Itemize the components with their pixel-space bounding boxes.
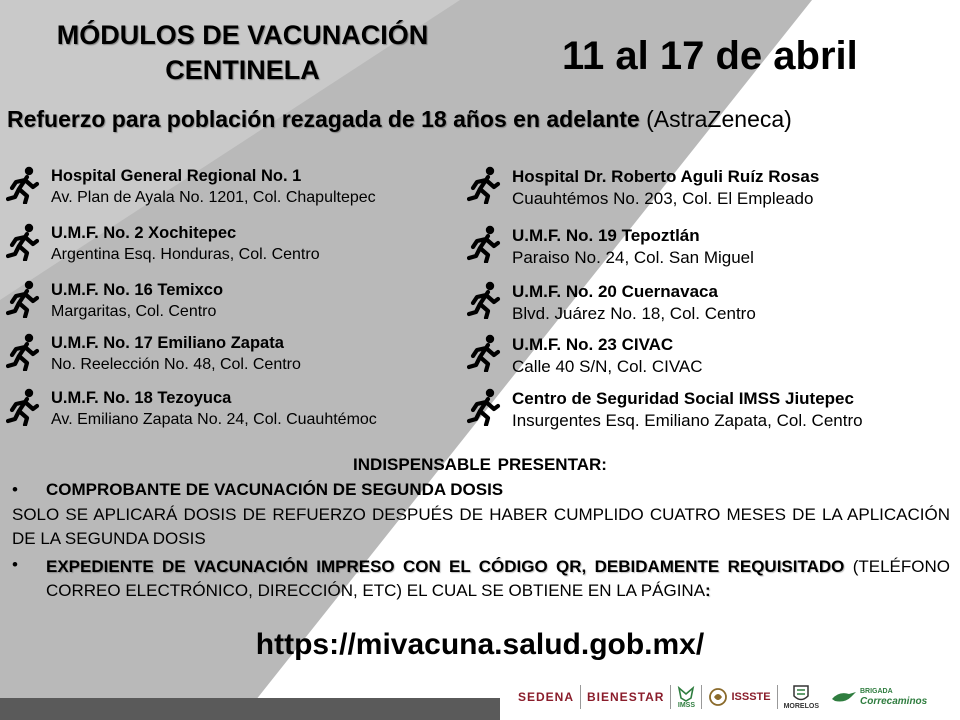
morelos-shield-icon <box>793 685 809 703</box>
walking-person-icon <box>6 223 40 261</box>
bullet: • <box>12 555 18 574</box>
divider <box>580 685 581 709</box>
imss-eagle-icon <box>677 686 695 702</box>
location-name: U.M.F. No. 17 Emiliano Zapata <box>51 334 284 352</box>
issste-label: ISSSTE <box>731 691 771 703</box>
location-item <box>467 225 754 269</box>
title-line-2: CENTINELA <box>165 55 320 85</box>
walking-person-icon <box>6 166 40 204</box>
location-address: Margaritas, Col. Centro <box>51 303 217 320</box>
correcaminos-label: Correcaminos <box>859 696 928 707</box>
website-link[interactable]: https://mivacuna.salud.gob.mx/ <box>255 628 705 661</box>
location-address: No. Reelección No. 48, Col. Centro <box>51 356 301 373</box>
requirements-heading: INDISPENSABLE PRESENTAR: <box>353 455 607 474</box>
requirement-2-colon: : <box>705 581 711 600</box>
requirement-2-detail: (TELÉFONO CORREO ELECTRÓNICO, DIRECCIÓN, ETC) EL CUAL SE OBTIENE EN LA PÁGINA <box>46 557 950 600</box>
location-name: U.M.F. No. 16 Temixco <box>51 281 224 299</box>
subtitle <box>7 106 792 133</box>
walking-person-icon <box>467 334 501 372</box>
location-name: Centro de Seguridad Social IMSS Jiutepec <box>512 389 854 408</box>
walking-person-icon <box>6 280 40 318</box>
location-name: Hospital General Regional No. 1 <box>51 167 302 185</box>
requirement-2-bold: EXPEDIENTE DE VACUNACIÓN IMPRESO CON EL CÓDIGO QR, DEBIDAMENTE REQUISITADO <box>46 557 845 576</box>
brigada-correcaminos-logo <box>831 687 927 707</box>
location-name: Hospital Dr. Roberto Aguli Ruíz Rosas <box>512 167 820 186</box>
bienestar-logo <box>587 690 664 704</box>
walking-person-icon <box>6 333 40 371</box>
walking-person-icon <box>467 225 501 263</box>
walking-person-icon <box>467 388 501 426</box>
imss-label: IMSS <box>677 701 696 709</box>
sedena-label: SEDENA <box>518 690 575 704</box>
divider <box>670 685 671 709</box>
bienestar-label: BIENESTAR <box>587 690 665 704</box>
requirement-2 <box>46 555 950 603</box>
booster-note: SOLO SE APLICARÁ DOSIS DE REFUERZO DESPUÉS DE HABER CUMPLIDO CUATRO MESES DE LA APLICACIÓN DE LA SEGUNDA DOSIS <box>12 505 950 548</box>
morelos-logo <box>784 685 819 710</box>
location-address: Insurgentes Esq. Emiliano Zapata, Col. Centro <box>512 411 863 430</box>
page-title <box>20 18 465 88</box>
location-name: U.M.F. No. 20 Cuernavaca <box>512 282 718 301</box>
location-item <box>467 334 703 378</box>
location-item <box>467 281 756 325</box>
location-address: Blvd. Juárez No. 18, Col. Centro <box>512 304 756 323</box>
location-item <box>467 388 863 432</box>
issste-logo <box>708 687 770 707</box>
brigada-label: BRIGADA <box>859 688 893 695</box>
bullet: • <box>12 480 18 499</box>
location-address: Argentina Esq. Honduras, Col. Centro <box>51 246 320 263</box>
divider <box>701 685 702 709</box>
location-address: Cuauhtémos No. 203, Col. El Empleado <box>512 189 814 208</box>
footer-logos <box>500 674 960 720</box>
location-item <box>6 388 377 430</box>
location-name: U.M.F. No. 18 Tezoyuca <box>51 389 232 407</box>
location-name: U.M.F. No. 23 CIVAC <box>512 335 674 354</box>
sedena-logo <box>518 690 574 704</box>
subtitle-vaccine: (AstraZeneca) <box>639 106 792 132</box>
location-address: Calle 40 S/N, Col. CIVAC <box>512 357 703 376</box>
location-address: Av. Plan de Ayala No. 1201, Col. Chapultepec <box>51 189 376 206</box>
location-item <box>6 166 376 208</box>
requirement-1: COMPROBANTE DE VACUNACIÓN DE SEGUNDA DOSIS <box>46 480 504 499</box>
imss-logo <box>677 686 695 709</box>
divider <box>777 685 778 709</box>
date-range: 11 al 17 de abril <box>562 34 858 78</box>
morelos-label: MORELOS <box>783 702 819 710</box>
walking-person-icon <box>467 281 501 319</box>
location-item <box>6 223 320 265</box>
subtitle-bold: Refuerzo para población rezagada de 18 años en adelante <box>7 106 640 132</box>
walking-person-icon <box>6 388 40 426</box>
location-item <box>6 280 223 322</box>
location-item <box>467 166 819 210</box>
location-address: Paraiso No. 24, Col. San Miguel <box>512 248 754 267</box>
location-name: U.M.F. No. 2 Xochitepec <box>51 224 237 242</box>
location-item <box>6 333 301 375</box>
issste-emblem-icon <box>708 687 728 707</box>
location-address: Av. Emiliano Zapata No. 24, Col. Cuauhtémoc <box>51 411 377 428</box>
walking-person-icon <box>467 166 501 204</box>
title-line-1: MÓDULOS DE VACUNACIÓN <box>56 20 429 50</box>
location-name: U.M.F. No. 19 Tepoztlán <box>512 226 700 245</box>
roadrunner-icon <box>831 690 857 704</box>
